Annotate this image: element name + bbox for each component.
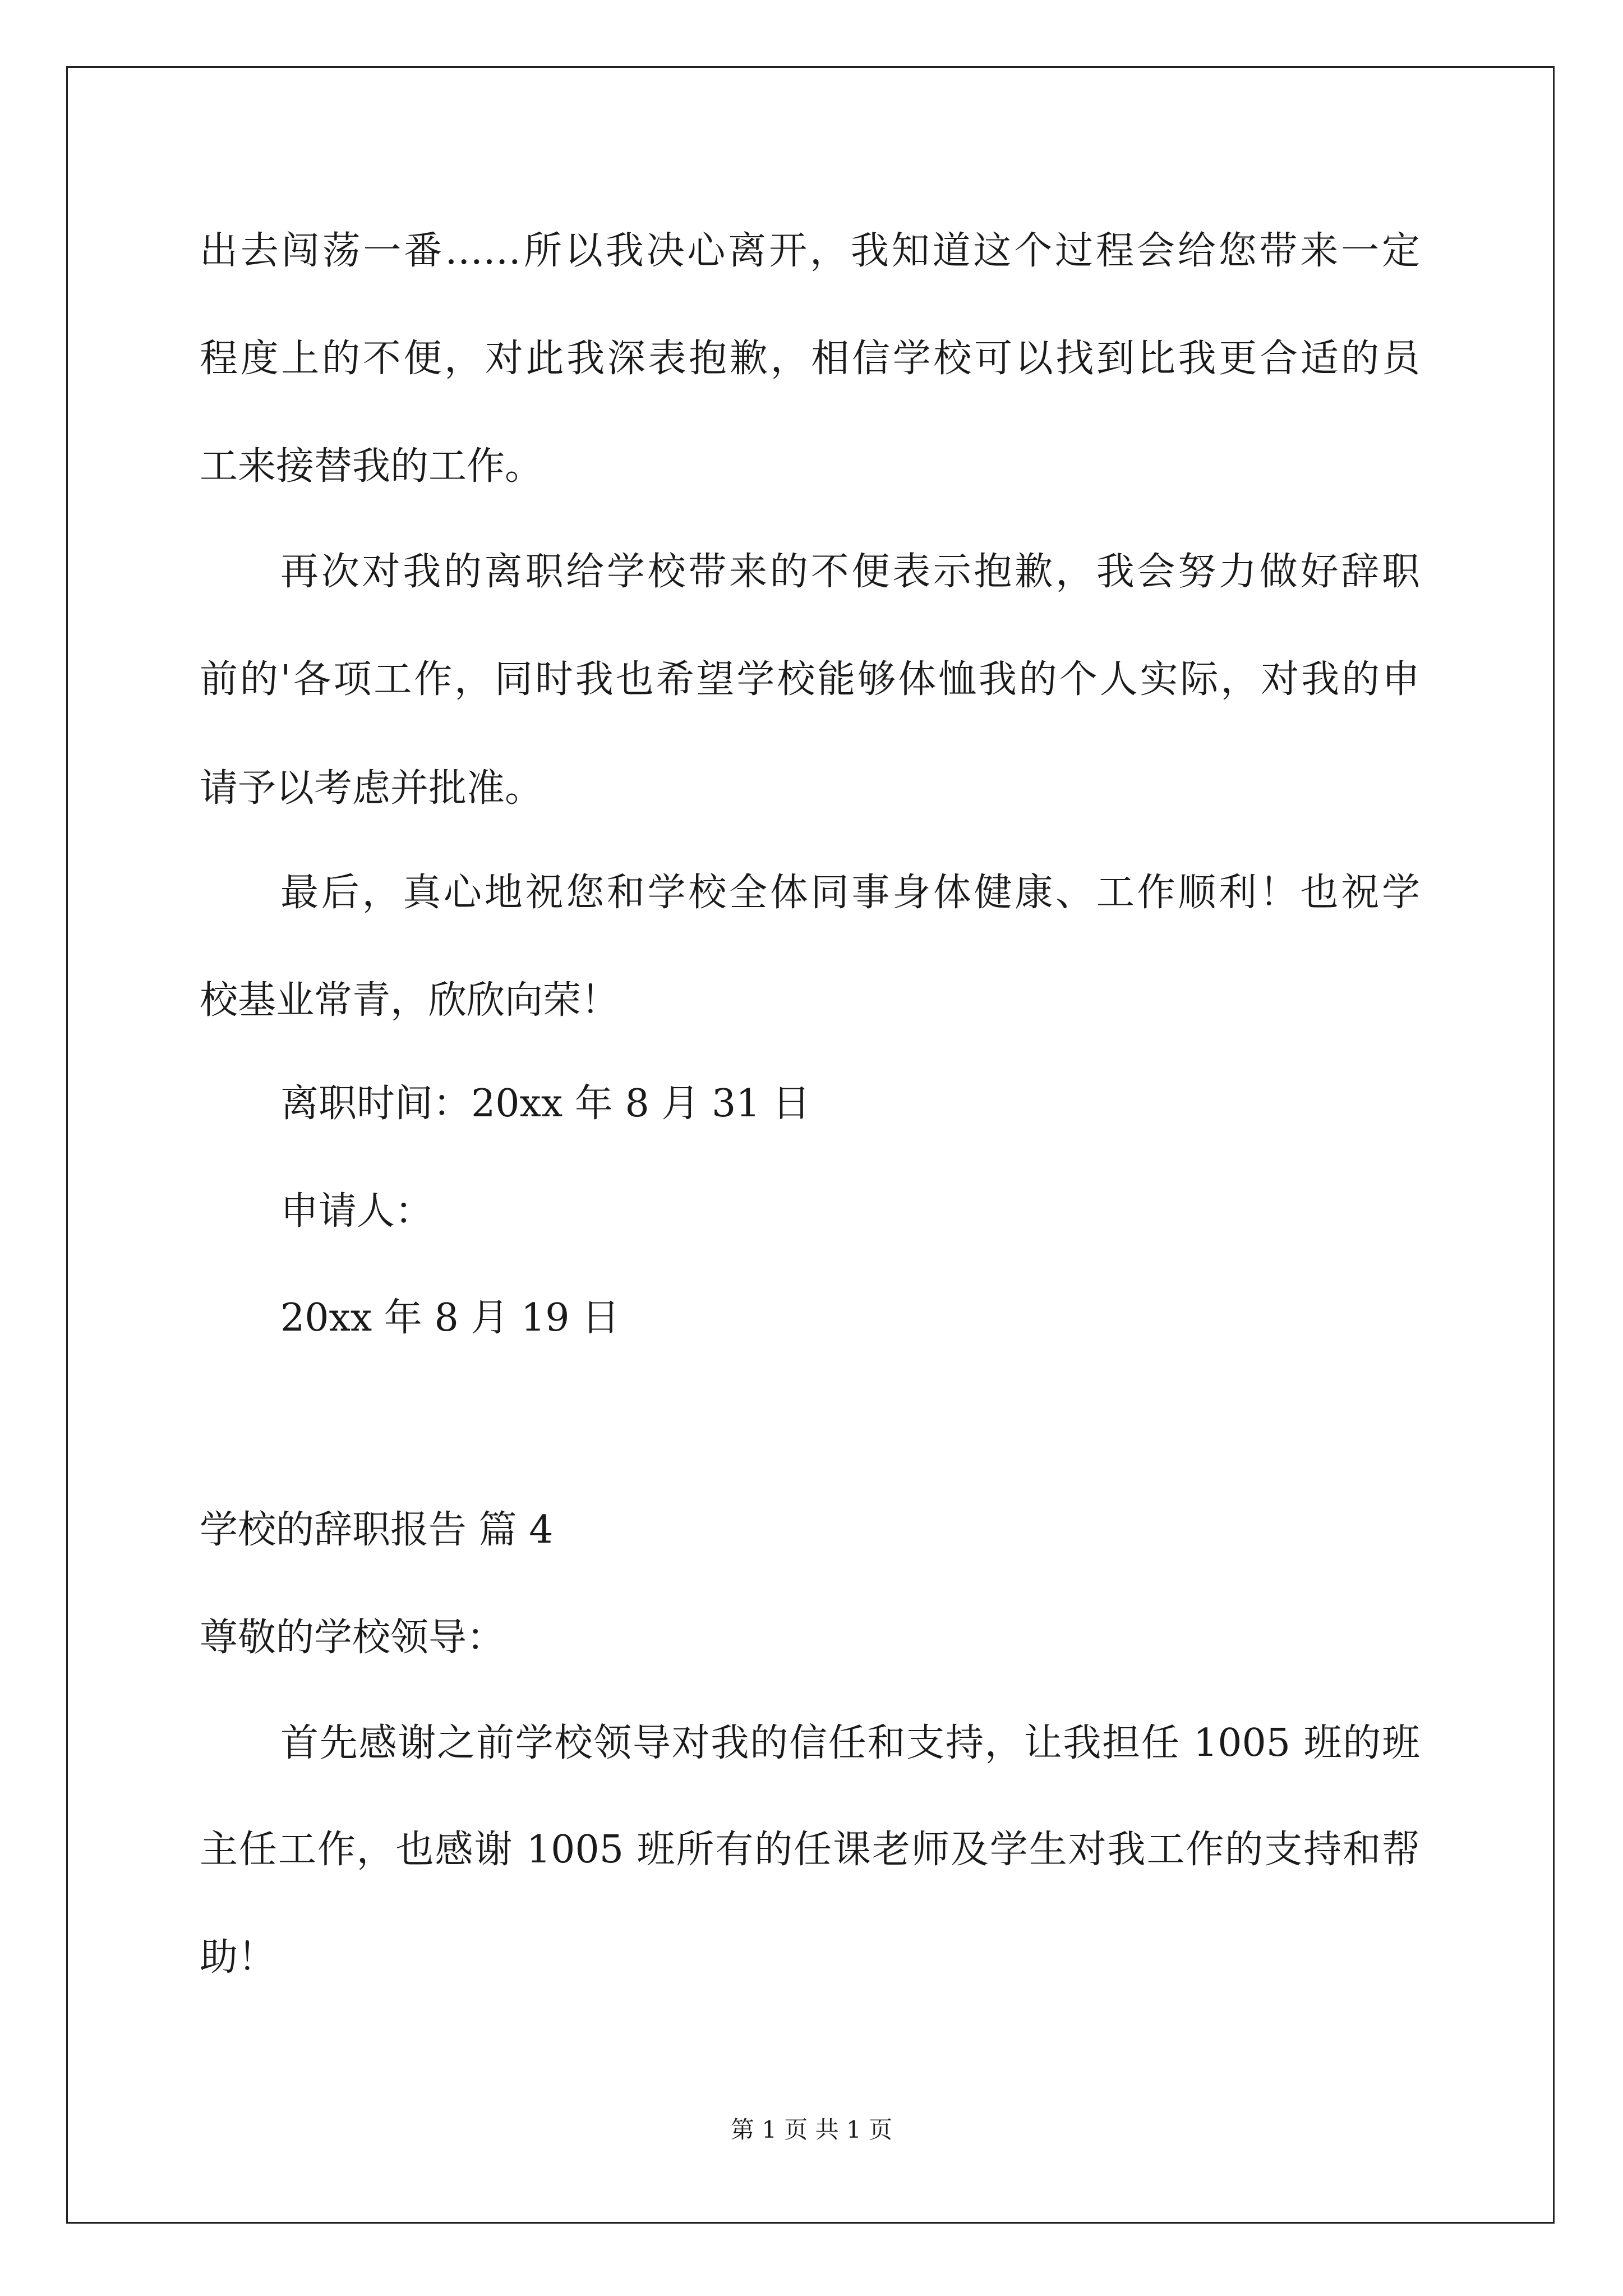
page-footer: 第 1 页 共 1 页 <box>730 2116 893 2143</box>
paragraph-line: 请予以考虑并批准。 <box>200 766 543 811</box>
paragraph-line: 前的'各项工作，同时我也希望学校能够体恤我的个人实际，对我的申 <box>200 657 1420 702</box>
applicant-label: 申请人： <box>280 1189 434 1234</box>
page-border <box>66 66 1555 2224</box>
letter-date: 20xx 年 8 月 19 日 <box>280 1296 620 1340</box>
paragraph-line: 首先感谢之前学校领导对我的信任和支持，让我担任 1005 班的班 <box>280 1721 1420 1765</box>
section-title: 学校的辞职报告 篇 4 <box>200 1508 554 1552</box>
paragraph-line: 最后，真心地祝您和学校全体同事身体健康、工作顺利！也祝学 <box>280 871 1420 915</box>
paragraph-line: 助！ <box>200 1935 276 1980</box>
paragraph-line: 程度上的不便，对此我深表抱歉，相信学校可以找到比我更合适的员 <box>200 337 1420 381</box>
paragraph-line: 出去闯荡一番……所以我决心离开，我知道这个过程会给您带来一定 <box>200 229 1420 273</box>
paragraph-line: 再次对我的离职给学校带来的不便表示抱歉，我会努力做好辞职 <box>280 550 1420 594</box>
paragraph-line: 工来接替我的工作。 <box>200 444 543 489</box>
resign-date: 离职时间：20xx 年 8 月 31 日 <box>280 1082 811 1126</box>
paragraph-line: 校基业常青，欣欣向荣！ <box>200 978 620 1023</box>
salutation: 尊敬的学校领导： <box>200 1616 505 1660</box>
paragraph-line: 主任工作，也感谢 1005 班所有的任课老师及学生对我工作的支持和帮 <box>200 1828 1420 1872</box>
